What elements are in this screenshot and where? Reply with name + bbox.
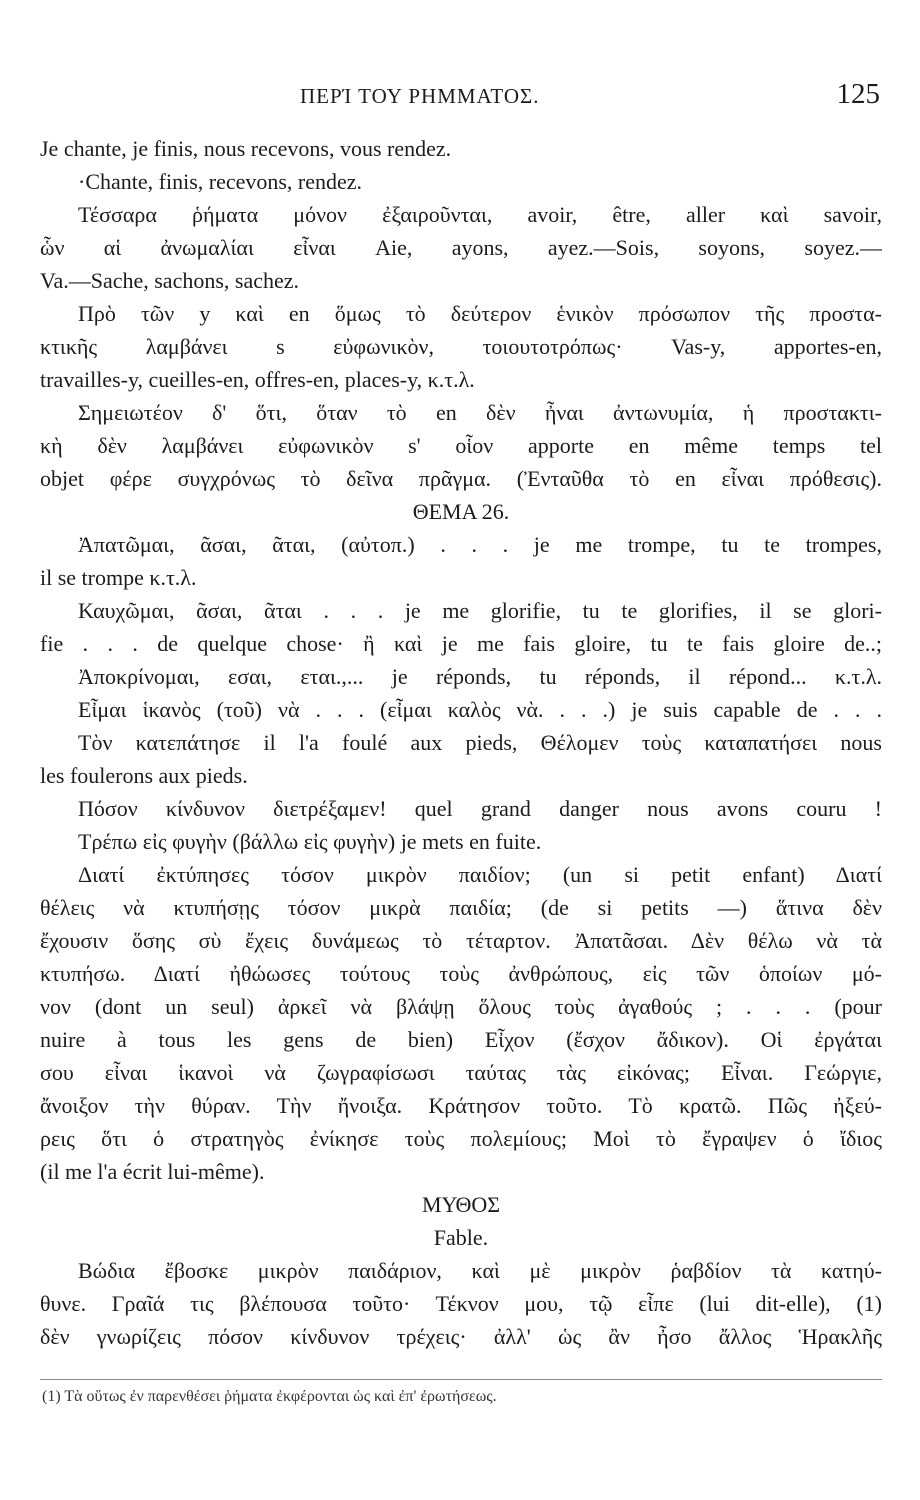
text-line: Πόσον κίνδυνον διετρέξαμεν! quel grand danger nous avons couru ! (78, 796, 882, 821)
text-line: Je chante, je finis, nous recevons, vous rendez. (40, 136, 452, 161)
text-line: Va.—Sache, sachons, sachez. (40, 268, 300, 293)
running-title: ΠΕΡΊ ΤΟΥ ΡΗΜΜΑΤΟΣ. (300, 84, 540, 108)
body-text (40, 132, 882, 1353)
text-line: δὲν γνωρίζεις πόσον κίνδυνον τρέχεις· ἀλλ' ὡς ἂν ἦσο ἄλλος Ἡρακλῆς (40, 1324, 882, 1349)
text-line: Καυχῶμαι, ᾶσαι, ᾶται . . . je me glorifie, tu te glorifies, il se glori- (78, 598, 882, 623)
footnote-area (40, 1379, 882, 1406)
text-line: θέλεις νὰ κτυπήσῃς τόσον μικρὰ παιδία; (de si petits —) ἅτινα δὲν (40, 895, 882, 920)
page-header (40, 78, 880, 118)
text-line: fie . . . de quelque chose· ἢ καὶ je me fais gloire, tu te fais gloire de..; (40, 631, 882, 656)
footnote: (1) Τὰ οὕτως ἐν παρενθέσει ῥήματα ἐκφέρονται ὡς καὶ ἐπ' ἐρωτήσεως. (42, 1388, 497, 1405)
text-line: νον (dont un seul) ἀρκεῖ νὰ βλάψῃ ὅλους τοὺς ἀγαθούς ; . . . (pour (40, 994, 882, 1019)
text-line: Σημειωτέον δ' ὅτι, ὅταν τὸ en δὲν ἦναι ἀντωνυμία, ἡ προστακτι- (78, 400, 882, 425)
text-line: Εἶμαι ἱκανὸς (τοῦ) νὰ . . . (εἶμαι καλὸς νὰ. . . .) je suis capable de . . . (78, 697, 882, 722)
section-heading: ΜΥΘΟΣ (421, 1192, 501, 1217)
text-line: Ἀπατῶμαι, ᾶσαι, ᾶται, (αὐτοπ.) . . . je me trompe, tu te trompes, (78, 532, 882, 557)
text-line: ἄνοιξον τὴν θύραν. Τὴν ἤνοιξα. Κράτησον τοῦτο. Τὸ κρατῶ. Πῶς ἠξεύ- (40, 1093, 882, 1118)
text-line: θυνε. Γραῖά τις βλέπουσα τοῦτο· Τέκνον μου, τῷ εἶπε (lui dit-elle), (1) (40, 1291, 882, 1316)
text-line: ὧν αἱ ἀνωμαλίαι εἶναι Aie, ayons, ayez.—Sois, soyons, soyez.— (40, 235, 882, 260)
text-line: nuire à tous les gens de bien) Εἶχον (ἔσχον ἄδικον). Οἱ ἐργάται (40, 1027, 882, 1052)
page-number: 125 (836, 78, 880, 110)
text-line: Διατί ἐκτύπησες τόσον μικρὸν παιδίον; (un si petit enfant) Διατί (78, 862, 882, 887)
text-line: Ἀποκρίνομαι, εσαι, εται.,... je réponds, tu réponds, il répond... κ.τ.λ. (78, 664, 882, 689)
text-line: objet φέρε συγχρόνως τὸ δεῖνα πρᾶγμα. (Ἐνταῦθα τὸ en εἶναι πρόθεσις). (40, 466, 882, 491)
text-line: il se trompe κ.τ.λ. (40, 565, 197, 590)
text-line: les foulerons aux pieds. (40, 763, 248, 788)
text-line: travailles-y, cueilles-en, offres-en, places-y, κ.τ.λ. (40, 367, 475, 392)
section-heading: ΘΕΜΑ 26. (412, 499, 510, 524)
text-line: ·Chante, finis, recevons, rendez. (78, 169, 363, 194)
text-line: κτυπήσω. Διατί ἠθώωσες τούτους τοὺς ἀνθρώπους, εἰς τῶν ὁποίων μό- (40, 961, 882, 986)
text-line: κτικῆς λαμβάνει s εὐφωνικὸν, τοιουτοτρόπως· Vas-y, apportes-en, (40, 334, 882, 359)
text-line: Βώδια ἔβοσκε μικρὸν παιδάριον, καὶ μὲ μικρὸν ῥαβδίον τὰ κατηύ- (78, 1258, 882, 1283)
text-line: Πρὸ τῶν y καὶ en ὅμως τὸ δεύτερον ἑνικὸν πρόσωπον τῆς προστα- (78, 301, 882, 326)
text-line: ἔχουσιν ὅσης σὺ ἔχεις δυνάμεως τὸ τέταρτον. Ἀπατᾶσαι. Δὲν θέλω νὰ τὰ (40, 928, 882, 953)
text-line: ρεις ὅτι ὁ στρατηγὸς ἐνίκησε τοὺς πολεμίους; Μοὶ τὸ ἔγραψεν ὁ ἴδιος (40, 1126, 882, 1151)
text-line: (il me l'a écrit lui-même). (40, 1159, 265, 1184)
text-line: Τρέπω εἰς φυγὴν (βάλλω εἰς φυγὴν) je mets en fuite. (78, 829, 542, 854)
section-heading: Fable. (433, 1225, 489, 1250)
text-line: Τὸν κατεπάτησε il l'a foulé aux pieds, Θέλομεν τοὺς καταπατήσει nous (78, 730, 882, 755)
text-line: κὴ δὲν λαμβάνει εὐφωνικὸν s' οἷον apporte en même temps tel (40, 433, 882, 458)
text-line: Τέσσαρα ῥήματα μόνον ἐξαιροῦνται, avoir, être, aller καὶ savoir, (78, 202, 882, 227)
text-line: σου εἶναι ἱκανοὶ νὰ ζωγραφίσωσι ταύτας τὰς εἰκόνας; Εἶναι. Γεώργιε, (40, 1060, 882, 1085)
